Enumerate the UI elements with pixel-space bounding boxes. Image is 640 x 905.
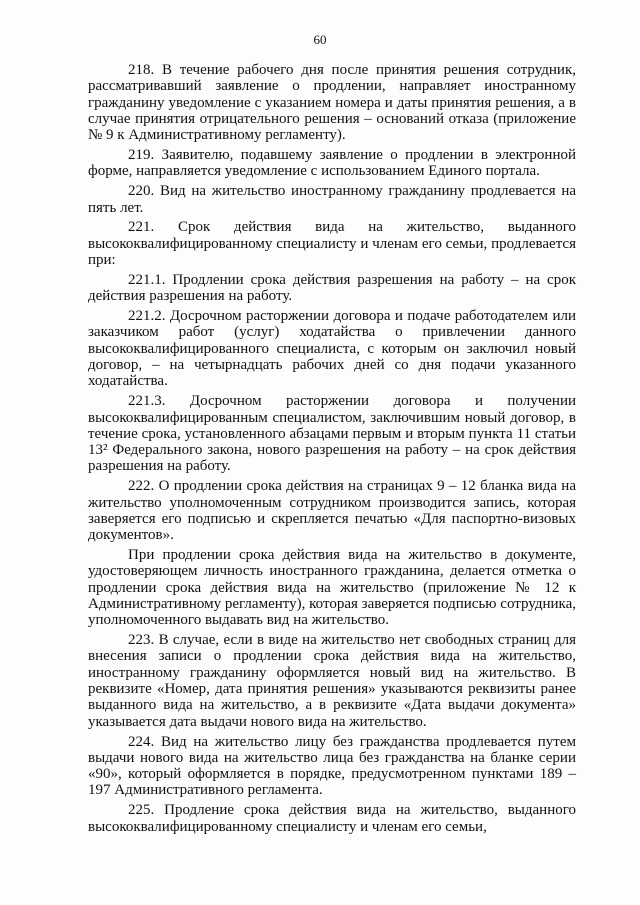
paragraph-222: 222. О продлении срока действия на страницах 9 – 12 бланка вида на жительство уполномоченным сотрудником производится запись, которая заверяется его подписью и скрепляется печатью «Для паспортно-визовых документов». <box>88 478 576 544</box>
paragraph-223: 223. В случае, если в виде на жительство нет свободных страниц для внесения записи о продлении срока действия вида на жительство, иностранному гражданину оформляется новый вид на жительство. В реквизите «Номер, дата принятия решения» указываются реквизиты ранее выданного вида на жительство, а в реквизите «Дата выдачи документа» указывается дата выдачи нового вида на жительство. <box>88 632 576 730</box>
paragraph-220: 220. Вид на жительство иностранному гражданину продлевается на пять лет. <box>88 183 576 216</box>
paragraph-219: 219. Заявителю, подавшему заявление о продлении в электронной форме, направляется уведомление с использованием Единого портала. <box>88 147 576 180</box>
page-number: 60 <box>313 32 327 47</box>
paragraph-221-2: 221.2. Досрочном расторжении договора и подаче работодателем или заказчиком работ (услуг) ходатайства о привлечении данного высококвалифицированного специалиста, с которым он заключил новый договор, – на четырнадцать рабочих дней со дня подачи указанного ходатайства. <box>88 308 576 390</box>
paragraph-221: 221. Срок действия вида на жительство, выданного высококвалифицированному специалисту и членам его семьи, продлевается при: <box>88 219 576 269</box>
paragraph-218: 218. В течение рабочего дня после принятия решения сотрудник, рассматривавший заявление о продлении, направляет иностранному гражданину уведомление с указанием номера и даты принятия решения, а в случае принятия отрицательного решения – оснований отказа (приложение № 9 к Административному регламенту). <box>88 62 576 144</box>
paragraph-225: 225. Продление срока действия вида на жительство, выданного высококвалифицированному специалисту и членам его семьи, <box>88 802 576 835</box>
paragraph-224: 224. Вид на жительство лицу без гражданства продлевается путем выдачи нового вида на жительство лица без гражданства на бланке серии «90», который оформляется в порядке, предусмотренном пунктами 189 – 197 Административного регламента. <box>88 733 576 799</box>
paragraph-222-continued: При продлении срока действия вида на жительство в документе, удостоверяющем личность иностранного гражданина, делается отметка о продлении срока действия вида на жительство (приложение № 12 к Административному регламенту), которая заверяется подписью сотрудника, уполномоченного выдавать вид на жительство. <box>88 547 576 629</box>
document-body <box>88 62 576 838</box>
paragraph-221-3: 221.3. Досрочном расторжении договора и получении высококвалифицированным специалистом, заключившим новый договор, в течение срока, установленного абзацами первым и вторым пункта 11 статьи 13² Федерального закона, нового разрешения на работу – на срок действия разрешения на работу. <box>88 393 576 475</box>
paragraph-221-1: 221.1. Продлении срока действия разрешения на работу – на срок действия разрешения на работу. <box>88 271 576 305</box>
